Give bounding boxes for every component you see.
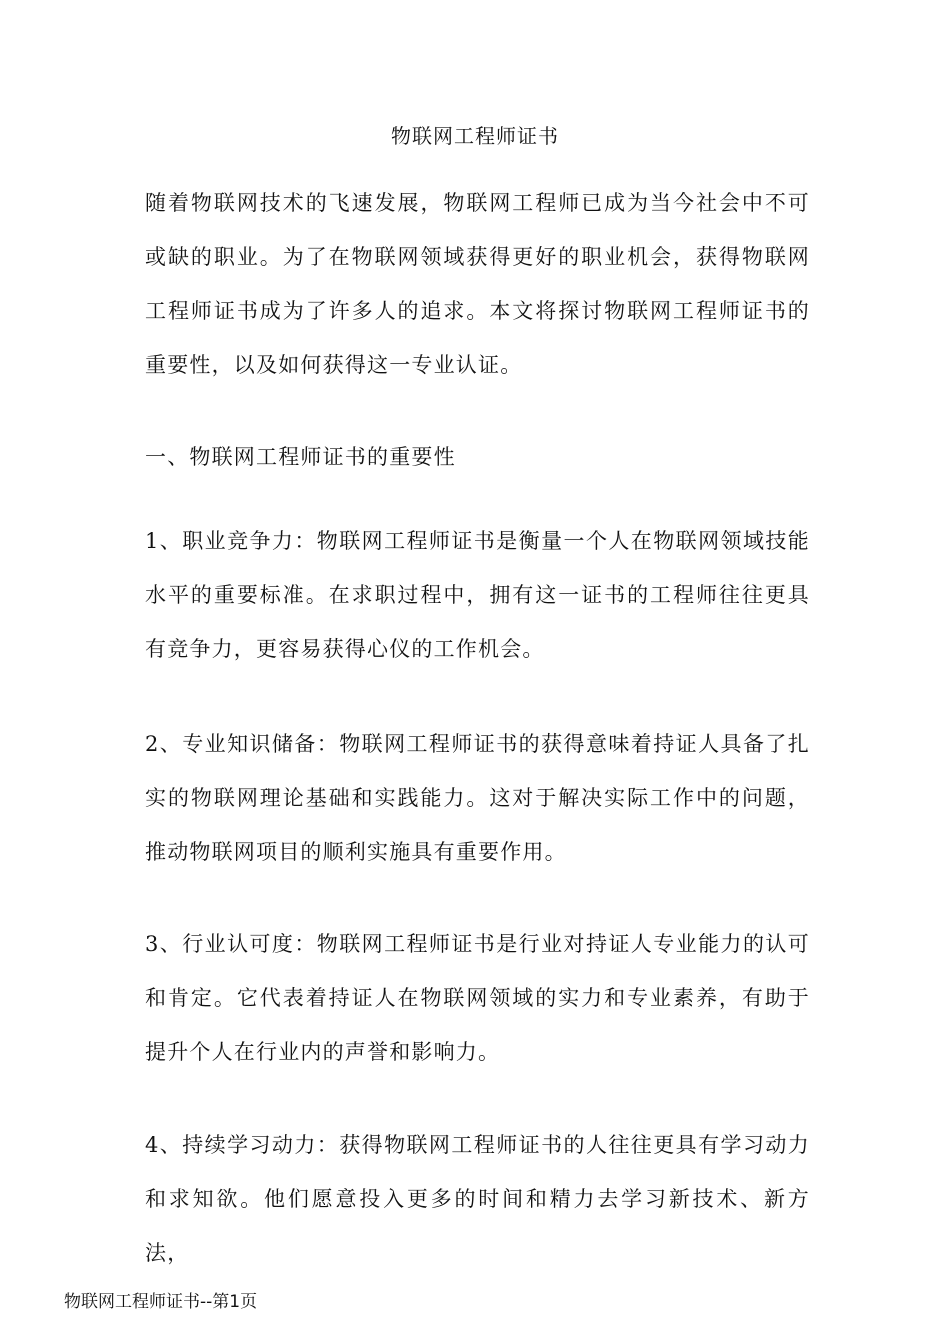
document-title: 物联网工程师证书 [391,124,559,148]
page-footer: 物联网工程师证书--第1页 [64,1292,258,1312]
list-item: 4、持续学习动力：获得物联网工程师证书的人往往更具有学习动力和求知欲。他们愿意投入更多的时间和精力去学习新技术、新方法， [145,1133,810,1265]
list-item: 1、职业竞争力：物联网工程师证书是衡量一个人在物联网领域技能水平的重要标准。在求职过程中，拥有这一证书的工程师往往更具有竞争力，更容易获得心仪的工作机会。 [145,529,810,661]
list-item: 2、专业知识储备：物联网工程师证书的获得意味着持证人具备了扎实的物联网理论基础和实践能力。这对于解决实际工作中的问题，推动物联网项目的顺利实施具有重要作用。 [145,732,810,864]
intro-paragraph: 随着物联网技术的飞速发展，物联网工程师已成为当今社会中不可或缺的职业。为了在物联网领域获得更好的职业机会，获得物联网工程师证书成为了许多人的追求。本文将探讨物联网工程师证书的重要性，以及如何获得这一专业认证。 [145,191,810,377]
section-heading: 一、物联网工程师证书的重要性 [145,445,456,469]
list-item: 3、行业认可度：物联网工程师证书是行业对持证人专业能力的认可和肯定。它代表着持证人在物联网领域的实力和专业素养，有助于提升个人在行业内的声誉和影响力。 [145,932,810,1064]
